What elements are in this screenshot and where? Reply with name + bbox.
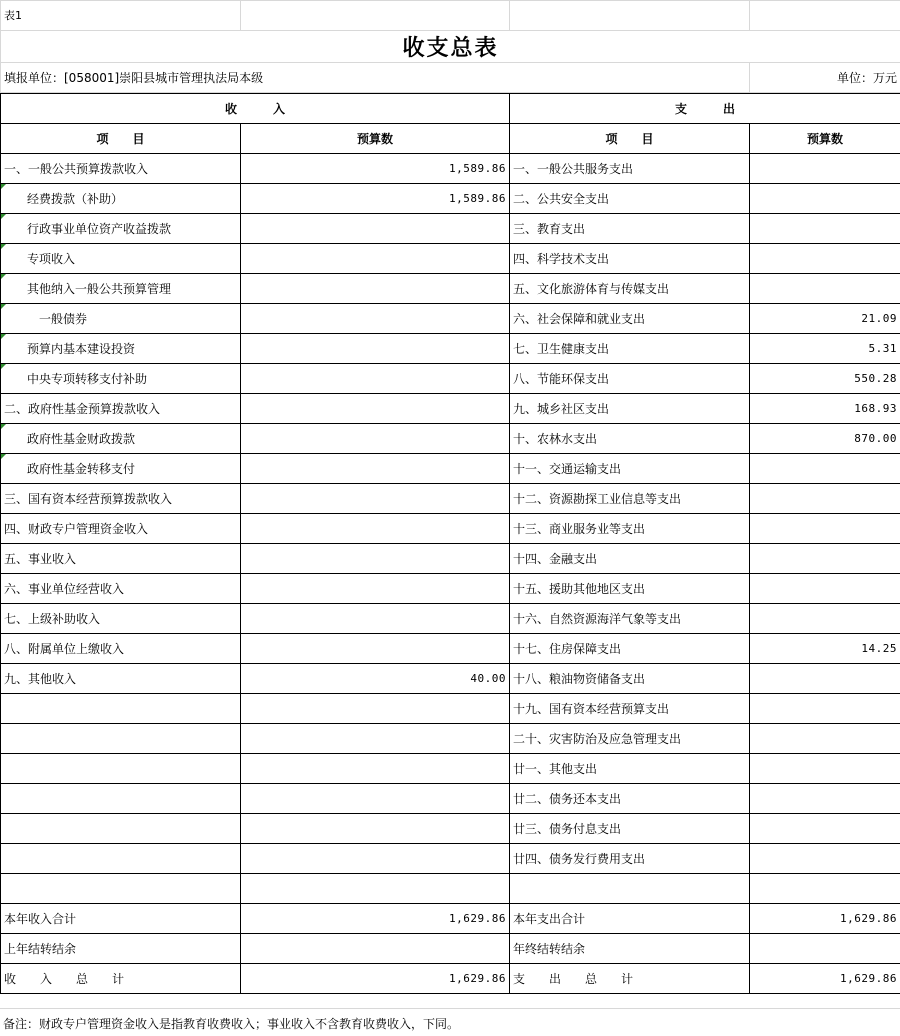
expense-item-cell[interactable]: 三、教育支出 <box>510 214 750 244</box>
expense-budget-cell[interactable] <box>750 574 900 604</box>
income-item-cell[interactable]: 经费拨款（补助） <box>1 184 241 214</box>
expense-budget-header: 预算数 <box>750 124 900 154</box>
income-item-cell[interactable] <box>1 694 241 724</box>
table-row <box>1 694 900 724</box>
table-row <box>1 724 900 754</box>
expense-budget-cell[interactable] <box>750 724 900 754</box>
expense-item-cell[interactable]: 十二、资源勘探工业信息等支出 <box>510 484 750 514</box>
income-item-cell[interactable]: 三、国有资本经营预算拨款收入 <box>1 484 241 514</box>
expense-budget-cell[interactable] <box>750 754 900 784</box>
income-budget-cell[interactable] <box>241 514 510 544</box>
income-budget-cell[interactable]: 1,629.86 <box>241 904 510 934</box>
expense-section-header: 支 出 <box>510 94 900 124</box>
sheet-label: 表1 <box>1 1 241 31</box>
income-budget-cell[interactable] <box>241 574 510 604</box>
income-budget-cell[interactable] <box>241 754 510 784</box>
expense-item-cell[interactable]: 廿四、债务发行费用支出 <box>510 844 750 874</box>
expense-item-cell[interactable]: 十三、商业服务业等支出 <box>510 514 750 544</box>
expense-budget-cell[interactable]: 1,629.86 <box>750 964 900 994</box>
income-item-cell[interactable] <box>1 724 241 754</box>
income-item-cell[interactable]: 四、财政专户管理资金收入 <box>1 514 241 544</box>
income-budget-cell[interactable] <box>241 604 510 634</box>
income-item-cell[interactable]: 其他纳入一般公共预算管理 <box>1 274 241 304</box>
expense-item-header: 项 目 <box>510 124 750 154</box>
footnote: 备注：财政专户管理资金收入是指教育收费收入；事业收入不含教育收费收入，下同。 <box>0 1008 900 1036</box>
table-row <box>1 274 900 304</box>
income-item-cell[interactable] <box>1 784 241 814</box>
income-item-cell[interactable]: 一、一般公共预算拨款收入 <box>1 154 241 184</box>
income-budget-cell[interactable] <box>241 274 510 304</box>
expense-item-cell[interactable]: 二十、灾害防治及应急管理支出 <box>510 724 750 754</box>
income-item-header: 项 目 <box>1 124 241 154</box>
expense-budget-cell[interactable]: 5.31 <box>750 334 900 364</box>
income-budget-cell[interactable] <box>241 724 510 754</box>
table-row <box>1 574 900 604</box>
income-item-cell[interactable]: 中央专项转移支付补助 <box>1 364 241 394</box>
income-item-cell[interactable]: 六、事业单位经营收入 <box>1 574 241 604</box>
currency-unit: 单位：万元 <box>750 63 900 93</box>
expense-item-cell[interactable]: 九、城乡社区支出 <box>510 394 750 424</box>
expense-budget-cell[interactable] <box>750 214 900 244</box>
income-budget-cell[interactable] <box>241 394 510 424</box>
expense-item-cell[interactable]: 十一、交通运输支出 <box>510 454 750 484</box>
table-row <box>1 334 900 364</box>
expense-item-cell[interactable]: 廿二、债务还本支出 <box>510 784 750 814</box>
expense-budget-cell[interactable]: 21.09 <box>750 304 900 334</box>
expense-budget-cell[interactable]: 168.93 <box>750 394 900 424</box>
income-item-cell[interactable]: 行政事业单位资产收益拨款 <box>1 214 241 244</box>
income-item-cell[interactable]: 二、政府性基金预算拨款收入 <box>1 394 241 424</box>
table-row <box>1 904 900 934</box>
table-row <box>1 814 900 844</box>
expense-item-cell[interactable]: 六、社会保障和就业支出 <box>510 304 750 334</box>
expense-budget-cell[interactable] <box>750 604 900 634</box>
page-title: 收支总表 <box>1 31 900 63</box>
expense-item-cell[interactable]: 十七、住房保障支出 <box>510 634 750 664</box>
expense-budget-cell[interactable]: 550.28 <box>750 364 900 394</box>
expense-item-cell[interactable]: 十、农林水支出 <box>510 424 750 454</box>
header-grid <box>0 0 900 93</box>
income-item-cell[interactable]: 八、附属单位上缴收入 <box>1 634 241 664</box>
table-row <box>1 514 900 544</box>
expense-item-cell[interactable]: 十九、国有资本经营预算支出 <box>510 694 750 724</box>
expense-item-cell[interactable]: 廿三、债务付息支出 <box>510 814 750 844</box>
expense-budget-cell[interactable] <box>750 814 900 844</box>
expense-budget-cell[interactable] <box>750 454 900 484</box>
income-item-cell[interactable]: 本年收入合计 <box>1 904 241 934</box>
budget-table <box>0 93 900 994</box>
income-budget-cell[interactable] <box>241 694 510 724</box>
income-budget-cell[interactable]: 40.00 <box>241 664 510 694</box>
expense-item-cell[interactable]: 廿一、其他支出 <box>510 754 750 784</box>
expense-budget-cell[interactable] <box>750 244 900 274</box>
income-item-cell[interactable]: 收 入 总 计 <box>1 964 241 994</box>
income-item-cell[interactable]: 政府性基金转移支付 <box>1 454 241 484</box>
income-budget-cell[interactable] <box>241 454 510 484</box>
expense-budget-cell[interactable] <box>750 154 900 184</box>
income-item-cell[interactable] <box>1 814 241 844</box>
income-budget-cell[interactable] <box>241 304 510 334</box>
expense-item-cell[interactable]: 本年支出合计 <box>510 904 750 934</box>
income-budget-cell[interactable] <box>241 544 510 574</box>
table-row <box>1 664 900 694</box>
income-budget-cell[interactable] <box>241 334 510 364</box>
expense-item-cell[interactable]: 十八、粮油物资储备支出 <box>510 664 750 694</box>
table-row <box>1 784 900 814</box>
reporting-unit: 填报单位：[058001]崇阳县城市管理执法局本级 <box>1 63 750 93</box>
income-budget-cell[interactable] <box>241 244 510 274</box>
income-budget-cell[interactable] <box>241 214 510 244</box>
income-budget-cell[interactable]: 1,629.86 <box>241 964 510 994</box>
expense-budget-cell[interactable] <box>750 544 900 574</box>
table-row <box>1 874 900 904</box>
income-budget-header: 预算数 <box>241 124 510 154</box>
income-budget-cell[interactable] <box>241 844 510 874</box>
expense-budget-cell[interactable] <box>750 844 900 874</box>
expense-item-cell[interactable]: 十六、自然资源海洋气象等支出 <box>510 604 750 634</box>
income-item-cell[interactable]: 一般债券 <box>1 304 241 334</box>
income-budget-cell[interactable] <box>241 484 510 514</box>
income-item-cell[interactable]: 五、事业收入 <box>1 544 241 574</box>
expense-budget-cell[interactable]: 1,629.86 <box>750 904 900 934</box>
income-budget-cell[interactable]: 1,589.86 <box>241 154 510 184</box>
expense-budget-cell[interactable] <box>750 784 900 814</box>
table-row <box>1 934 900 964</box>
income-budget-cell[interactable] <box>241 814 510 844</box>
income-item-cell[interactable]: 政府性基金财政拨款 <box>1 424 241 454</box>
table-row <box>1 964 900 994</box>
income-item-cell[interactable] <box>1 844 241 874</box>
expense-item-cell[interactable]: 二、公共安全支出 <box>510 184 750 214</box>
table-row <box>1 544 900 574</box>
expense-item-cell[interactable] <box>510 874 750 904</box>
table-row <box>1 484 900 514</box>
table-body <box>1 154 900 994</box>
income-item-cell[interactable]: 七、上级补助收入 <box>1 604 241 634</box>
income-budget-cell[interactable] <box>241 874 510 904</box>
table-row <box>1 304 900 334</box>
expense-item-cell[interactable]: 四、科学技术支出 <box>510 244 750 274</box>
income-budget-cell[interactable] <box>241 634 510 664</box>
expense-item-cell[interactable]: 一、一般公共服务支出 <box>510 154 750 184</box>
income-section-header: 收 入 <box>1 94 510 124</box>
income-item-cell[interactable]: 上年结转结余 <box>1 934 241 964</box>
income-budget-cell[interactable] <box>241 364 510 394</box>
income-item-cell[interactable]: 预算内基本建设投资 <box>1 334 241 364</box>
expense-item-cell[interactable]: 十五、援助其他地区支出 <box>510 574 750 604</box>
expense-item-cell[interactable]: 八、节能环保支出 <box>510 364 750 394</box>
income-item-cell[interactable]: 九、其他收入 <box>1 664 241 694</box>
expense-item-cell[interactable]: 七、卫生健康支出 <box>510 334 750 364</box>
table-row <box>1 364 900 394</box>
table-row <box>1 754 900 784</box>
table-row <box>1 634 900 664</box>
expense-budget-cell[interactable] <box>750 664 900 694</box>
table-row <box>1 184 900 214</box>
empty-cell[interactable] <box>750 1 900 31</box>
expense-item-cell[interactable]: 年终结转结余 <box>510 934 750 964</box>
income-item-cell[interactable]: 专项收入 <box>1 244 241 274</box>
table-row <box>1 844 900 874</box>
table-row <box>1 214 900 244</box>
expense-budget-cell[interactable]: 14.25 <box>750 634 900 664</box>
income-budget-cell[interactable]: 1,589.86 <box>241 184 510 214</box>
income-budget-cell[interactable] <box>241 934 510 964</box>
empty-cell[interactable] <box>241 1 510 31</box>
table-row <box>1 394 900 424</box>
expense-budget-cell[interactable] <box>750 484 900 514</box>
income-item-cell[interactable] <box>1 754 241 784</box>
expense-item-cell[interactable]: 支 出 总 计 <box>510 964 750 994</box>
empty-cell[interactable] <box>510 1 750 31</box>
income-budget-cell[interactable] <box>241 424 510 454</box>
income-budget-cell[interactable] <box>241 784 510 814</box>
table-row <box>1 244 900 274</box>
expense-item-cell[interactable]: 五、文化旅游体育与传媒支出 <box>510 274 750 304</box>
expense-budget-cell[interactable] <box>750 934 900 964</box>
expense-budget-cell[interactable] <box>750 184 900 214</box>
expense-budget-cell[interactable] <box>750 514 900 544</box>
expense-item-cell[interactable]: 十四、金融支出 <box>510 544 750 574</box>
table-row <box>1 454 900 484</box>
table-row <box>1 604 900 634</box>
table-row <box>1 424 900 454</box>
expense-budget-cell[interactable] <box>750 694 900 724</box>
expense-budget-cell[interactable] <box>750 274 900 304</box>
expense-budget-cell[interactable] <box>750 874 900 904</box>
income-item-cell[interactable] <box>1 874 241 904</box>
table-row <box>1 154 900 184</box>
expense-budget-cell[interactable]: 870.00 <box>750 424 900 454</box>
